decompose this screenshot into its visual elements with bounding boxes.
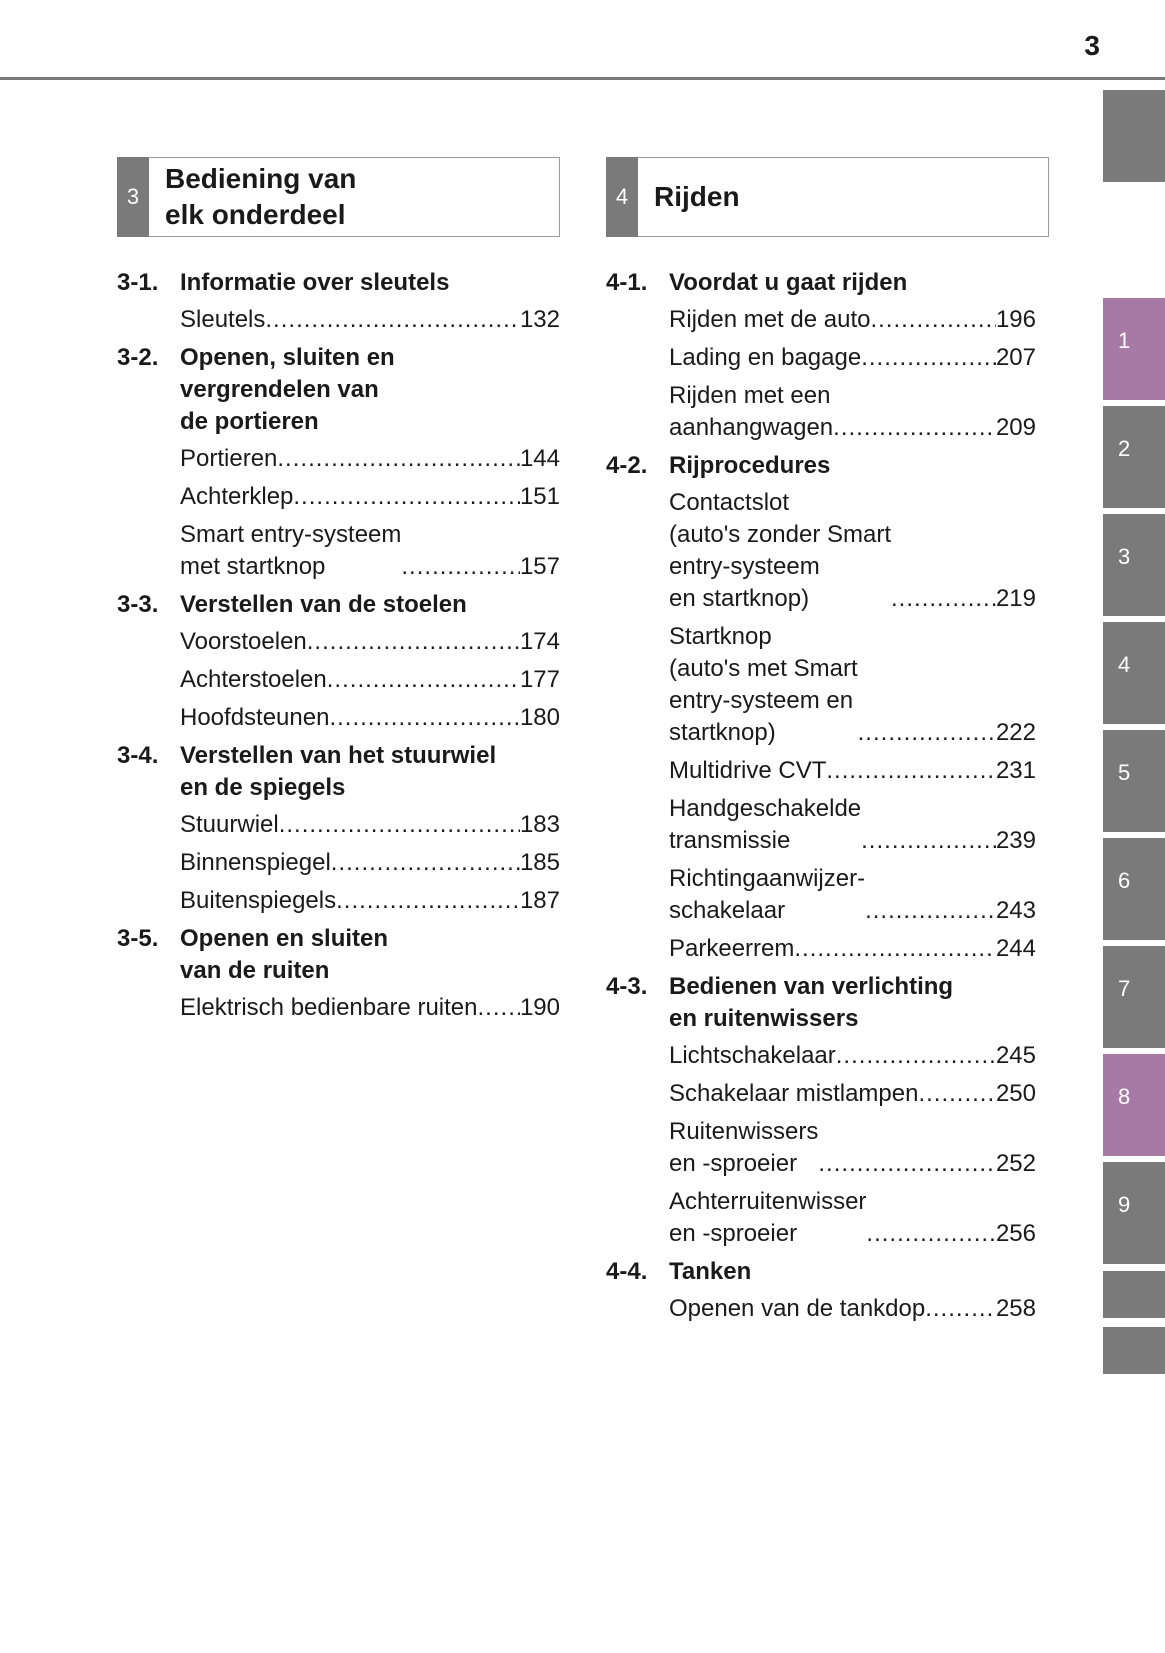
toc-entry-title: Openen van de tankdop xyxy=(669,1295,926,1322)
chapter-tab-5[interactable] xyxy=(1103,730,1165,832)
toc-entry-title: Parkeerrem xyxy=(669,935,795,962)
toc-group-title: Voordat u gaat rijden xyxy=(669,269,908,296)
toc-entry[interactable] xyxy=(669,1040,1036,1072)
chapter-tab-blank[interactable] xyxy=(1103,90,1165,182)
toc-entry-title: Stuurwiel xyxy=(180,811,279,838)
chapter-tab-4[interactable] xyxy=(1103,622,1165,724)
toc-entry[interactable] xyxy=(180,702,560,734)
toc-entry-page: 258 xyxy=(995,1295,1036,1322)
chapter-tab-blank[interactable] xyxy=(1103,1271,1165,1318)
toc-group-title: Openen en sluiten van de ruiten xyxy=(180,925,389,984)
toc-entry-page: 183 xyxy=(519,811,560,838)
toc-entry-title: Portieren xyxy=(180,445,278,472)
dot-leader xyxy=(925,1293,996,1325)
dot-leader xyxy=(331,847,520,879)
toc-group xyxy=(606,267,1049,444)
toc-entry[interactable] xyxy=(669,793,1036,857)
section-header xyxy=(117,157,560,237)
toc-entry[interactable] xyxy=(180,992,560,1024)
toc-entry-page: 180 xyxy=(519,704,560,731)
toc-entry[interactable] xyxy=(180,885,560,917)
toc-entry-page: 209 xyxy=(995,414,1036,441)
chapter-tab-label: 7 xyxy=(1118,976,1131,1001)
toc-group-heading[interactable] xyxy=(606,450,1049,482)
dot-leader xyxy=(478,992,520,1024)
toc-entry-title: Schakelaar mistlampen xyxy=(669,1080,919,1107)
toc-entry-page: 243 xyxy=(995,897,1036,924)
dot-leader xyxy=(293,481,520,513)
toc-entry-page: 185 xyxy=(519,849,560,876)
toc-entry-title: Smart entry-systeem met startknop xyxy=(180,521,402,580)
toc-group-heading[interactable] xyxy=(117,923,560,987)
toc-group-number: 3-3. xyxy=(117,591,159,618)
toc-entry[interactable] xyxy=(180,626,560,658)
toc-group-title: Tanken xyxy=(669,1258,752,1285)
toc-group-heading[interactable] xyxy=(117,589,560,621)
page-number: 3 xyxy=(1084,30,1100,61)
toc-group xyxy=(606,971,1049,1250)
header-rule xyxy=(0,77,1165,80)
toc-entry-page: 222 xyxy=(995,719,1036,746)
chapter-tab-6[interactable] xyxy=(1103,838,1165,940)
toc-entry-page: 196 xyxy=(995,306,1036,333)
toc-entry-page: 231 xyxy=(995,757,1036,784)
toc-entry-title: Achterklep xyxy=(180,483,294,510)
toc-group-number: 3-5. xyxy=(117,925,159,952)
toc-entry[interactable] xyxy=(180,443,560,475)
toc-entry-title: Hoofdsteunen xyxy=(180,704,330,731)
dot-leader xyxy=(265,304,520,336)
toc-entry-page: 239 xyxy=(995,827,1036,854)
toc-entry[interactable] xyxy=(669,304,1036,336)
toc-entry[interactable] xyxy=(669,1186,1036,1250)
toc-group-number: 3-4. xyxy=(117,742,159,769)
toc-entry-page: 250 xyxy=(995,1080,1036,1107)
toc-group-heading[interactable] xyxy=(606,267,1049,299)
toc-entry-page: 177 xyxy=(519,666,560,693)
section-title: Bediening van elk onderdeel xyxy=(165,163,357,230)
toc-group xyxy=(606,1256,1049,1325)
dot-leader xyxy=(279,809,520,841)
toc-entry[interactable] xyxy=(180,519,560,583)
toc-entry[interactable] xyxy=(669,1116,1036,1180)
chapter-tab-label: 2 xyxy=(1118,436,1131,461)
chapter-tab-label: 6 xyxy=(1118,868,1131,893)
toc-group-title: Informatie over sleutels xyxy=(180,269,450,296)
toc-entry-title: Contactslot (auto's zonder Smart entry-systeem en startknop) xyxy=(669,489,892,612)
chapter-tab-label: 1 xyxy=(1118,328,1131,353)
toc-entry-page: 132 xyxy=(519,306,560,333)
dot-leader xyxy=(826,755,996,787)
toc-group-heading[interactable] xyxy=(606,1256,1049,1288)
toc-entry-title: Achterruitenwisser en -sproeier xyxy=(669,1188,867,1247)
toc-entry-page: 245 xyxy=(995,1042,1036,1069)
dot-leader xyxy=(336,885,520,917)
toc-entry[interactable] xyxy=(180,304,560,336)
toc-group-heading[interactable] xyxy=(117,342,560,438)
toc-group xyxy=(117,589,560,734)
chapter-tab-label: 3 xyxy=(1118,544,1131,569)
toc-entry-title: Ruitenwissers en -sproeier xyxy=(669,1118,819,1177)
toc-entry[interactable] xyxy=(669,1293,1036,1325)
toc-group-heading[interactable] xyxy=(117,740,560,804)
chapter-tab-1[interactable] xyxy=(1103,298,1165,400)
section-number: 4 xyxy=(606,157,638,237)
toc-entry[interactable] xyxy=(180,847,560,879)
toc-group xyxy=(117,267,560,336)
toc-entry-title: Rijden met een aanhangwagen xyxy=(669,382,834,441)
toc-entry-page: 252 xyxy=(995,1150,1036,1177)
toc-entry-title: Lading en bagage xyxy=(669,344,862,371)
toc-entry-page: 190 xyxy=(519,994,560,1021)
toc-group-number: 4-2. xyxy=(606,452,648,479)
section-title: Rijden xyxy=(654,181,740,212)
toc-entry-page: 144 xyxy=(519,445,560,472)
toc-entry-title: Multidrive CVT xyxy=(669,757,827,784)
dot-leader xyxy=(891,583,996,615)
toc-entry-title: Buitenspiegels xyxy=(180,887,337,914)
dot-leader xyxy=(794,933,996,965)
toc-group xyxy=(117,342,560,583)
chapter-tab-8[interactable] xyxy=(1103,1054,1165,1156)
chapter-tab-blank[interactable] xyxy=(1103,1327,1165,1374)
dot-leader xyxy=(918,1078,996,1110)
section-4-column xyxy=(606,157,1049,1331)
toc-entry[interactable] xyxy=(669,380,1036,444)
chapter-tab-label: 4 xyxy=(1118,652,1131,677)
dot-leader xyxy=(277,443,520,475)
toc-entry-title: Rijden met de auto xyxy=(669,306,871,333)
toc-group-number: 4-4. xyxy=(606,1258,648,1285)
section-3-column xyxy=(117,157,560,1030)
chapter-tab-9[interactable] xyxy=(1103,1162,1165,1264)
toc-entry[interactable] xyxy=(669,863,1036,927)
toc-group xyxy=(117,740,560,917)
chapter-tab-7[interactable] xyxy=(1103,946,1165,1048)
toc-group-number: 4-1. xyxy=(606,269,648,296)
toc-entry-title: Elektrisch bedienbare ruiten xyxy=(180,994,478,1021)
dot-leader xyxy=(866,1218,996,1250)
dot-leader xyxy=(870,304,995,336)
toc-entry[interactable] xyxy=(669,342,1036,374)
chapter-tab-label: 9 xyxy=(1118,1192,1131,1217)
toc-entry-title: Sleutels xyxy=(180,306,266,333)
toc-entry-page: 151 xyxy=(519,483,560,510)
dot-leader xyxy=(818,1148,996,1180)
toc-entry[interactable] xyxy=(669,755,1036,787)
dot-leader xyxy=(865,895,996,927)
chapter-tab-3[interactable] xyxy=(1103,514,1165,616)
toc-group-title: Verstellen van de stoelen xyxy=(180,591,467,618)
dot-leader xyxy=(833,412,996,444)
toc-entry-page: 174 xyxy=(519,628,560,655)
toc-entry[interactable] xyxy=(180,481,560,513)
dot-leader xyxy=(861,825,996,857)
toc-group-title: Verstellen van het stuurwiel en de spiegels xyxy=(180,742,497,801)
dot-leader xyxy=(401,551,520,583)
dot-leader xyxy=(836,1040,996,1072)
section-number: 3 xyxy=(117,157,149,237)
toc-entry[interactable] xyxy=(180,664,560,696)
toc-entry-page: 157 xyxy=(519,553,560,580)
toc-group-number: 4-3. xyxy=(606,973,648,1000)
toc-group-title: Openen, sluiten en vergrendelen van de portieren xyxy=(180,344,395,435)
dot-leader xyxy=(329,702,520,734)
toc-group xyxy=(117,923,560,1024)
toc-entry[interactable] xyxy=(669,621,1036,749)
toc-entry[interactable] xyxy=(669,933,1036,965)
toc-entry-page: 244 xyxy=(995,935,1036,962)
toc-entry[interactable] xyxy=(669,487,1036,615)
toc-entry-title: Lichtschakelaar xyxy=(669,1042,836,1069)
toc-group-number: 3-2. xyxy=(117,344,159,371)
dot-leader xyxy=(307,626,520,658)
toc-group-title: Bedienen van verlichting en ruitenwissers xyxy=(669,973,954,1032)
toc-entry-title: Richtingaanwijzer- schakelaar xyxy=(669,865,866,924)
chapter-tab-label: 5 xyxy=(1118,760,1131,785)
section-header xyxy=(606,157,1049,237)
toc-group-heading[interactable] xyxy=(606,971,1049,1035)
toc-entry-title: Achterstoelen xyxy=(180,666,327,693)
toc-group-title: Rijprocedures xyxy=(669,452,831,479)
chapter-tab-label: 8 xyxy=(1118,1084,1131,1109)
dot-leader xyxy=(861,342,996,374)
toc-group-number: 3-1. xyxy=(117,269,159,296)
toc-entry-title: Binnenspiegel xyxy=(180,849,331,876)
dot-leader xyxy=(858,717,996,749)
toc-entry[interactable] xyxy=(180,809,560,841)
toc-entry-page: 207 xyxy=(995,344,1036,371)
chapter-tab-2[interactable] xyxy=(1103,406,1165,508)
toc-group xyxy=(606,450,1049,965)
toc-entry-title: Handgeschakelde transmissie xyxy=(669,795,862,854)
toc-entry-page: 219 xyxy=(995,585,1036,612)
toc-group-heading[interactable] xyxy=(117,267,560,299)
toc-entry-title: Startknop (auto's met Smart entry-systeem en startknop) xyxy=(669,623,858,746)
toc-entry-page: 187 xyxy=(519,887,560,914)
dot-leader xyxy=(327,664,520,696)
toc-entry[interactable] xyxy=(669,1078,1036,1110)
toc-entry-title: Voorstoelen xyxy=(180,628,307,655)
toc-entry-page: 256 xyxy=(995,1220,1036,1247)
